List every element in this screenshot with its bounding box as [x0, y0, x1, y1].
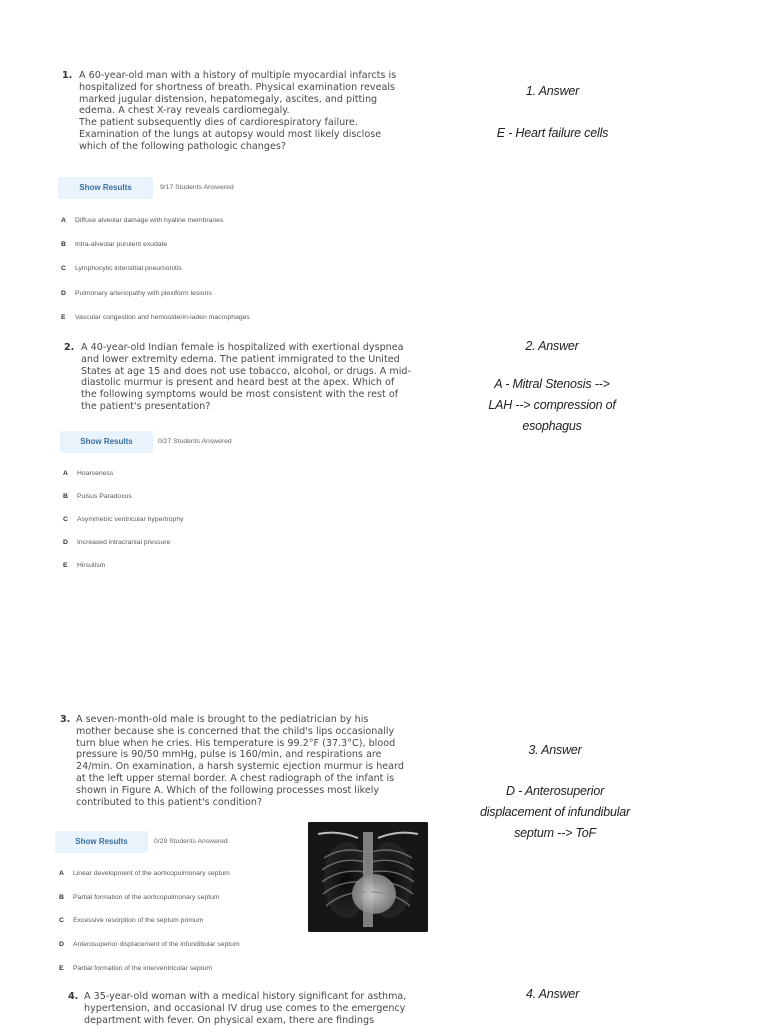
answer-line: A - Mitral Stenosis --> — [494, 377, 610, 391]
question-2-line: A 40-year-old Indian female is hospitalized with exertional dyspnea — [81, 342, 404, 353]
option-text: Anterosuperior displacement of the infundibular septum — [73, 941, 240, 948]
show-results-button[interactable]: Show Results — [58, 177, 153, 199]
option-text: Pulmonary arteriopathy with plexiform lesions — [75, 290, 212, 297]
question-3-line: shown in Figure A. Which of the following processes most likely — [76, 784, 380, 796]
option-letter: C — [59, 917, 64, 924]
option-letter: E — [61, 314, 66, 321]
option-text: Increased intracranial pressure — [77, 539, 171, 546]
answer-line: 2. Answer — [525, 339, 579, 353]
handwritten-answer-4 — [470, 984, 635, 1005]
option-letter: A — [61, 217, 66, 224]
option-e[interactable] — [61, 313, 250, 323]
answer-line: septum --> ToF — [514, 826, 596, 840]
answer-line: displacement of infundibular — [479, 805, 631, 819]
show-results-button[interactable]: Show Results — [60, 431, 153, 453]
answer-line: esophagus — [522, 419, 582, 433]
answer-line: 4. Answer — [525, 987, 580, 1001]
handwritten-answer-3 — [470, 740, 640, 844]
option-text: Asymmetric ventricular hypertrophy — [77, 516, 184, 523]
question-4-number: 4. — [68, 991, 79, 1002]
question-4-line: hypertension, and occasional IV drug use comes to the emergency — [84, 1002, 406, 1014]
question-2-number: 2. — [64, 342, 75, 353]
option-c[interactable] — [61, 264, 182, 274]
option-d[interactable] — [59, 940, 240, 950]
option-letter: E — [59, 965, 64, 972]
option-letter: A — [59, 870, 64, 877]
chest-radiograph-image — [308, 822, 428, 932]
question-3-text — [76, 714, 426, 808]
question-2-line: and lower extremity edema. The patient immigrated to the United — [81, 353, 400, 365]
answer-line: 3. Answer — [528, 743, 582, 757]
question-2-line: diastolic murmur is present and heard best at the apex. Which of — [81, 377, 395, 389]
option-letter: B — [59, 894, 64, 901]
handwritten-answer-1 — [470, 81, 635, 144]
question-3-line: pressure is 90/50 mmHg, pulse is 160/min, and respirations are — [76, 749, 382, 761]
question-3-line: at the left upper sternal border. A chest radiograph of the infant is — [76, 772, 395, 784]
question-3-line: A seven-month-old male is brought to the pediatrician by his — [76, 714, 369, 725]
question-2-line: the following symptoms would be most consistent with the rest of — [81, 389, 399, 401]
option-letter: C — [63, 516, 68, 523]
option-b[interactable] — [61, 240, 167, 250]
option-b[interactable] — [63, 492, 132, 502]
option-text: Lymphocytic interstitial pneumonitis — [75, 265, 182, 272]
question-3-line: turn blue when he cries. His temperature is 99.2°F (37.3°C), blood — [76, 737, 396, 749]
chest-xray-illustration — [308, 822, 428, 932]
question-3-number: 3. — [60, 714, 71, 725]
students-answered-count: 0/27 Students Answered — [158, 438, 232, 445]
question-1-line: edema. A chest X-ray reveals cardiomegaly. — [79, 105, 290, 117]
option-letter: E — [63, 562, 68, 569]
question-1-number: 1. — [62, 70, 73, 81]
answer-line: D - Anterosuperior — [505, 784, 605, 798]
question-1-line: hospitalized for shortness of breath. Physical examination reveals — [79, 81, 396, 93]
option-text: Vascular congestion and hemosiderin-laden macrophages — [75, 314, 250, 321]
students-answered-count: 9/17 Students Answered — [160, 184, 234, 191]
option-text: Partial formation of the aorticopulmonary septum — [73, 894, 220, 901]
question-4-line: department with fever. On physical exam, there are findings — [84, 1014, 375, 1026]
answer-line — [470, 761, 640, 781]
option-letter: B — [63, 493, 68, 500]
answer-line: 1. Answer — [525, 84, 580, 98]
option-text: Diffuse alveolar damage with hyaline membranes — [75, 217, 224, 224]
question-2-line: the patient's presentation? — [81, 400, 211, 412]
option-letter: A — [63, 470, 68, 477]
students-answered-count: 0/29 Students Answered — [154, 838, 228, 845]
option-letter: D — [63, 539, 68, 546]
question-1-line: Examination of the lungs at autopsy would most likely disclose — [79, 128, 382, 140]
option-c[interactable] — [59, 916, 203, 926]
question-4-line: A 35-year-old woman with a medical history significant for asthma, — [84, 991, 407, 1002]
option-text: Pulsus Paradoxus — [77, 493, 132, 500]
handwritten-answer-2 — [462, 336, 642, 437]
show-results-button[interactable]: Show Results — [55, 831, 148, 853]
option-letter: C — [61, 265, 66, 272]
option-a[interactable] — [59, 869, 230, 879]
option-text: Hirsutism — [77, 562, 106, 569]
option-text: Excessive resorption of the septum primum — [73, 917, 204, 924]
question-1-text — [79, 70, 424, 153]
question-3-line: 24/min. On examination, a harsh systemic ejection murmur is heard — [76, 761, 404, 773]
question-1-line: which of the following pathologic changes? — [79, 140, 286, 152]
option-text: Linear development of the aorticopulmonary septum — [73, 870, 230, 877]
question-2-text — [81, 342, 426, 413]
option-text: Hoarseness — [77, 470, 114, 477]
question-2-line: States at age 15 and does not use tobacco, alcohol, or drugs. A mid- — [81, 365, 411, 377]
question-1-line: The patient subsequently dies of cardiorespiratory failure. — [79, 117, 358, 129]
question-3-line: mother because she is concerned that the child's lips occasionally — [76, 725, 395, 737]
answer-line — [462, 357, 642, 374]
question-1-line: A 60-year-old man with a history of multiple myocardial infarcts is — [79, 70, 397, 81]
option-e[interactable] — [63, 561, 105, 571]
option-e[interactable] — [59, 964, 212, 974]
option-letter: D — [61, 290, 66, 297]
option-letter: B — [61, 241, 66, 248]
option-text: Intra-alveolar purulent exudate — [75, 241, 168, 248]
option-b[interactable] — [59, 893, 220, 903]
option-d[interactable] — [61, 289, 212, 299]
option-a[interactable] — [63, 469, 113, 479]
answer-line: LAH --> compression of — [488, 398, 616, 412]
answer-line — [470, 102, 635, 123]
option-d[interactable] — [63, 538, 170, 548]
option-text: Partial formation of the interventricular septum — [73, 965, 213, 972]
option-letter: D — [59, 941, 64, 948]
answer-line: E - Heart failure cells — [496, 126, 609, 140]
option-c[interactable] — [63, 515, 184, 525]
question-4-text — [84, 991, 434, 1026]
question-1-line: marked jugular distension, hepatomegaly, ascites, and pitting — [79, 93, 378, 105]
question-3-line: contributed to this patient's condition? — [76, 796, 263, 808]
option-a[interactable] — [61, 216, 223, 226]
